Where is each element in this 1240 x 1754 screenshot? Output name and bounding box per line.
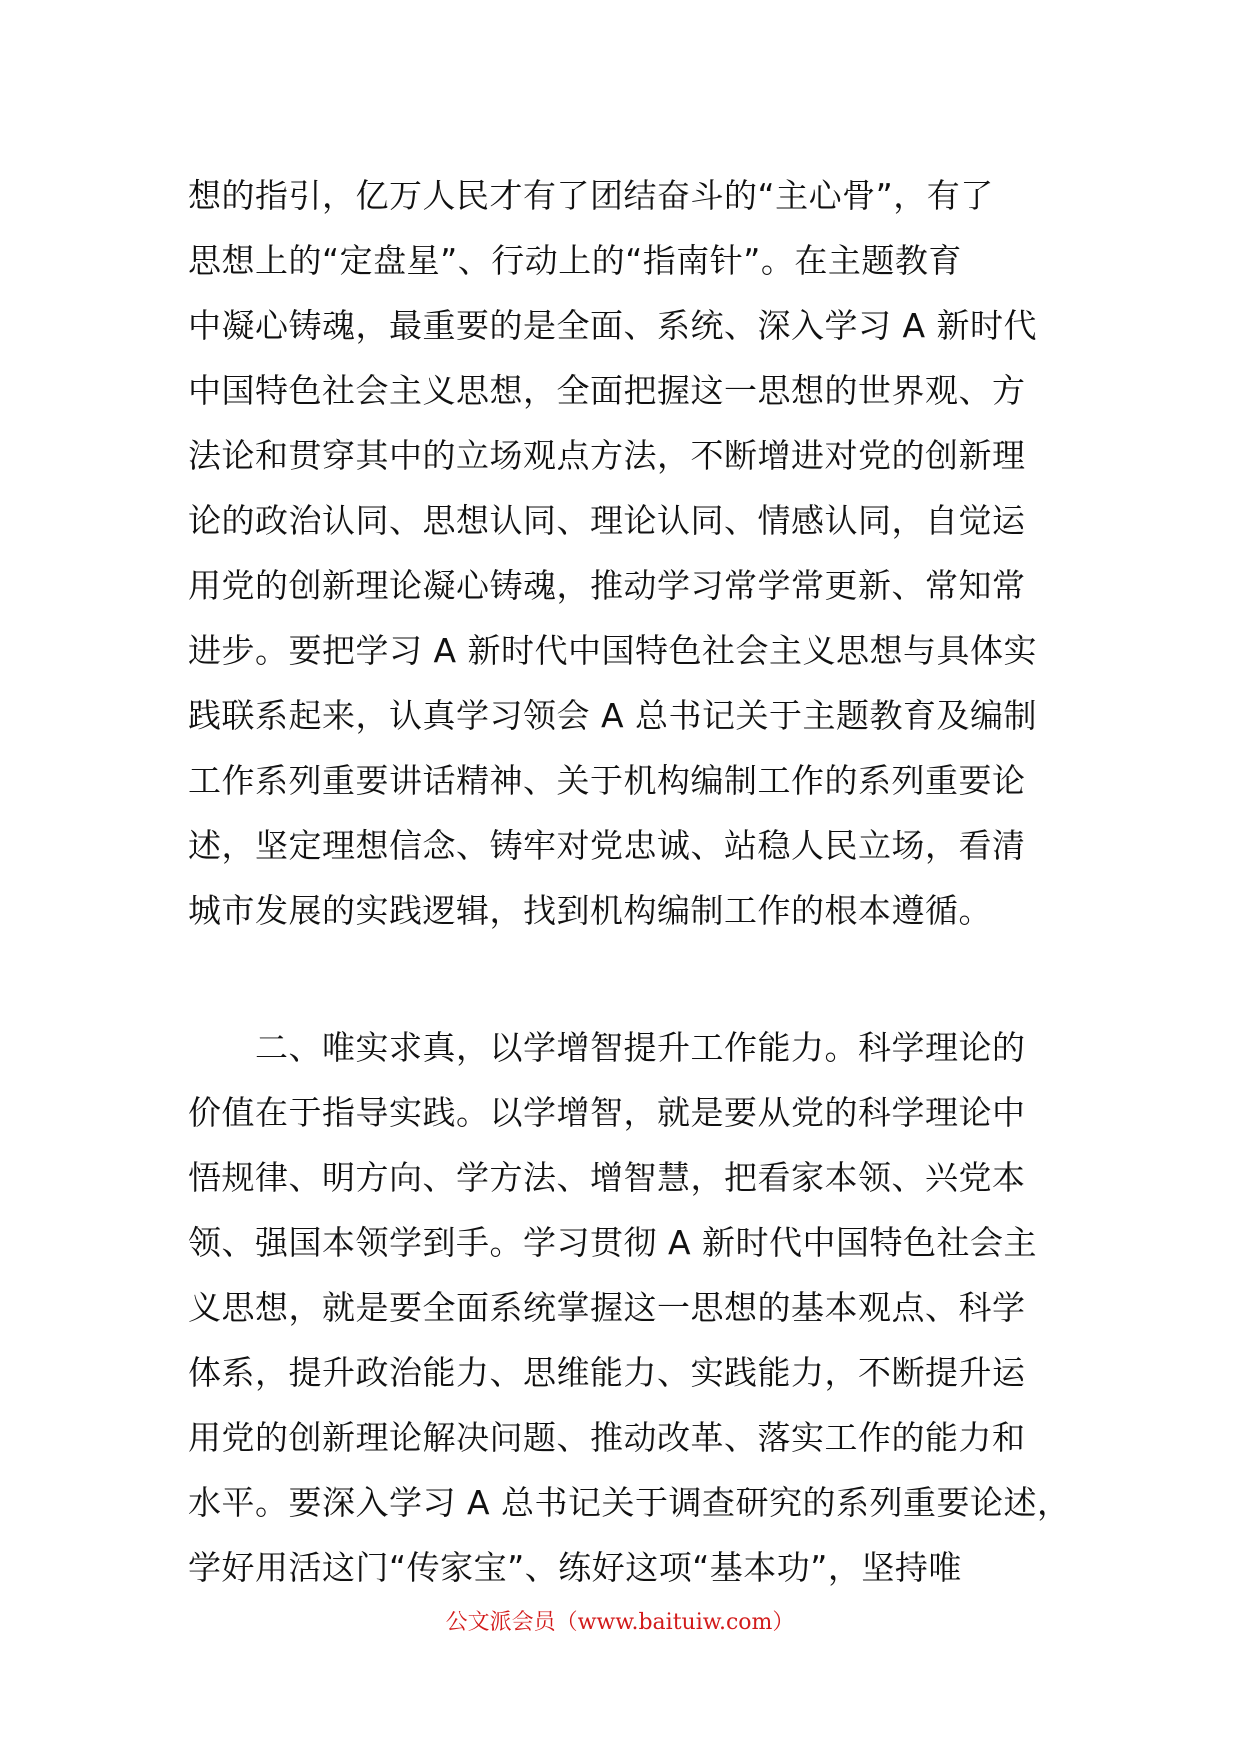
paragraph-2 xyxy=(188,1015,1071,1600)
paragraph-1 xyxy=(188,163,1068,943)
text-line: 水平。要深入学习 A 总书记关于调查研究的系列重要论述， xyxy=(188,1483,1071,1522)
text-line: 领、强国本领学到手。学习贯彻 A 新时代中国特色社会主 xyxy=(188,1223,1038,1262)
text-line: 进步。要把学习 A 新时代中国特色社会主义思想与具体实 xyxy=(188,631,1038,670)
text-line: 学好用活这门“传家宝”、练好这项“基本功”，坚持唯 xyxy=(188,1548,962,1587)
text-line: 工作系列重要讲话精神、关于机构编制工作的系列重要论 xyxy=(188,761,1026,800)
text-line: 中国特色社会主义思想，全面把握这一思想的世界观、方 xyxy=(188,371,1026,410)
text-line: 法论和贯穿其中的立场观点方法，不断增进对党的创新理 xyxy=(188,436,1026,475)
text-line: 城市发展的实践逻辑，找到机构编制工作的根本遵循。 xyxy=(188,891,992,930)
text-line: 价值在于指导实践。以学增智，就是要从党的科学理论中 xyxy=(188,1093,1026,1132)
text-line: 悟规律、明方向、学方法、增智慧，把看家本领、兴党本 xyxy=(188,1158,1026,1197)
text-line: 思想上的“定盘星”、行动上的“指南针”。在主题教育 xyxy=(188,241,962,280)
footer-watermark-text: 公文派会员（www.baituiw.com） xyxy=(445,1610,795,1635)
text-line: 用党的创新理论解决问题、推动改革、落实工作的能力和 xyxy=(188,1418,1026,1457)
text-line: 体系，提升政治能力、思维能力、实践能力，不断提升运 xyxy=(188,1353,1026,1392)
text-line: 中凝心铸魂，最重要的是全面、系统、深入学习 A 新时代 xyxy=(188,306,1038,345)
text-line: 义思想，就是要全面系统掌握这一思想的基本观点、科学 xyxy=(188,1288,1026,1327)
text-line: 论的政治认同、思想认同、理论认同、情感认同，自觉运 xyxy=(188,501,1026,540)
text-line: 用党的创新理论凝心铸魂，推动学习常学常更新、常知常 xyxy=(188,566,1026,605)
text-line: 践联系起来，认真学习领会 A 总书记关于主题教育及编制 xyxy=(188,696,1038,735)
text-line: 想的指引，亿万人民才有了团结奋斗的“主心骨”，有了 xyxy=(188,176,994,215)
text-line: 二、唯实求真，以学增智提升工作能力。科学理论的 xyxy=(188,1028,1026,1067)
text-line: 述，坚定理想信念、铸牢对党忠诚、站稳人民立场，看清 xyxy=(188,826,1026,865)
